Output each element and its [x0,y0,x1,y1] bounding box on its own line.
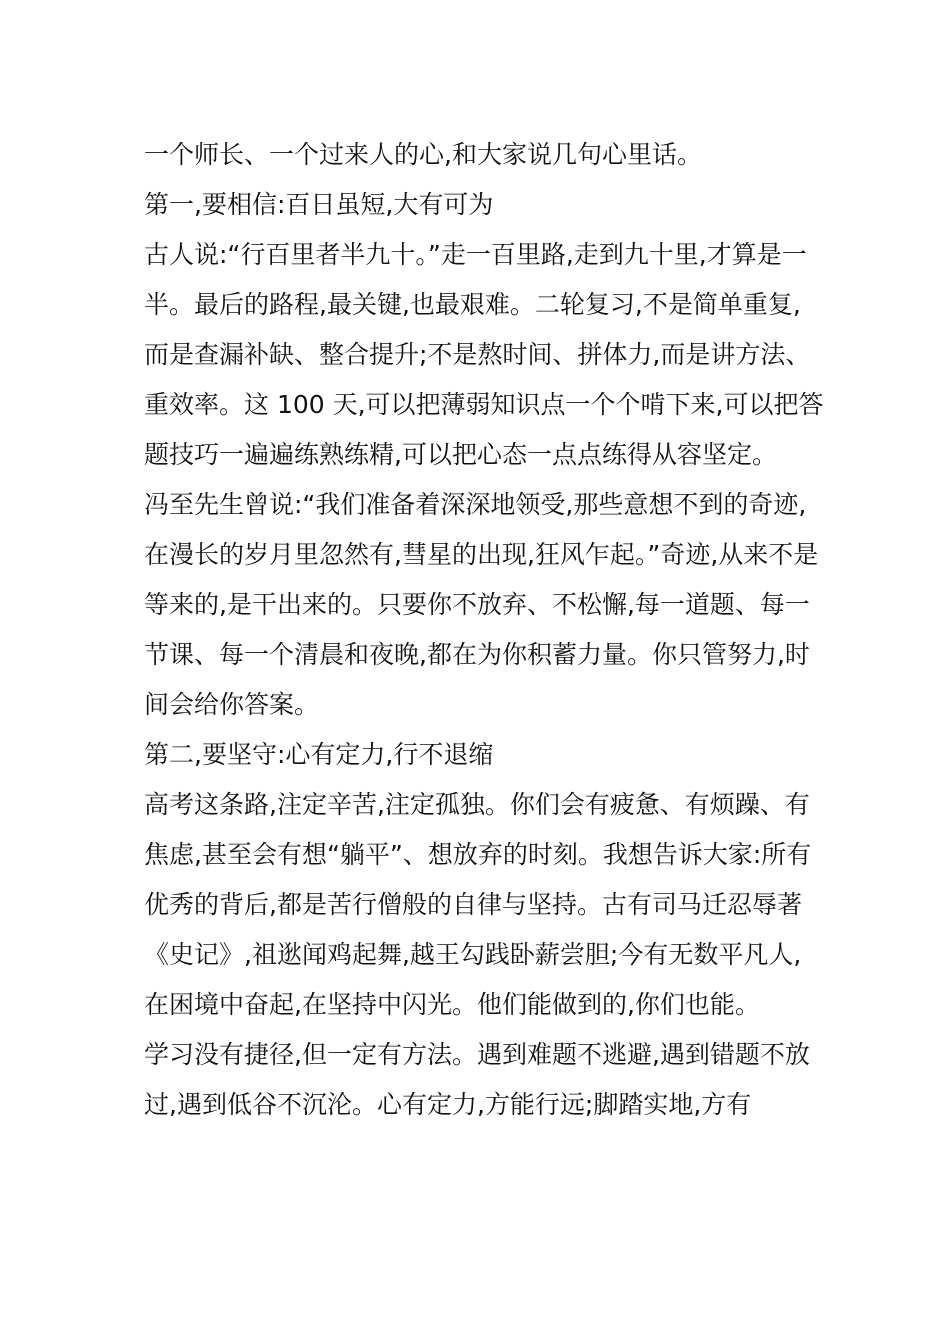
paragraph-intro: 一个师长、一个过来人的心,和大家说几句心里话。 [144,140,702,169]
paragraph-feng-zhi-quote: 冯至先生曾说:“我们准备着深深地领受,那些意想不到的奇迹,在漫长的岁月里忽然有,彗星的出现,狂风乍起。”奇迹,从来不是等来的,是干出来的。只要你不放弃、不松懈,每一道题、每一节课、每一个清晨和夜晚,都在为你积蓄力量。你只管努力,时间会给你答案。 [144,490,819,719]
paragraph-persistence: 高考这条路,注定辛苦,注定孤独。你们会有疲惫、有烦躁、有焦虑,甚至会有想“躺平”、想放弃的时刻。我想告诉大家:所有优秀的背后,都是苦行僧般的自律与坚持。古有司马迁忍辱著《史记》,祖逖闻鸡起舞,越王勾践卧薪尝胆;今有无数平凡人,在困境中奋起,在坚持中闪光。他们能做到的,你们也能。 [144,790,812,1019]
paragraph-ancient-saying: 古人说:“行百里者半九十。”走一百里路,走到九十里,才算是一半。最后的路程,最关键,也最艰难。二轮复习,不是简单重复,而是查漏补缺、整合提升;不是熬时间、拼体力,而是讲方法、重效率。这 100 天,可以把薄弱知识点一个个啃下来,可以把答题技巧一遍遍练熟练精,可以把心态一点点练得从容坚定。 [144,240,824,469]
heading-second-point: 第二,要坚守:心有定力,行不退缩 [144,740,494,769]
heading-first-point: 第一,要相信:百日虽短,大有可为 [144,190,494,219]
document-body [144,130,824,1130]
paragraph-method: 学习没有捷径,但一定有方法。遇到难题不逃避,遇到错题不放过,遇到低谷不沉沦。心有定力,方能行远;脚踏实地,方有 [144,1040,810,1119]
